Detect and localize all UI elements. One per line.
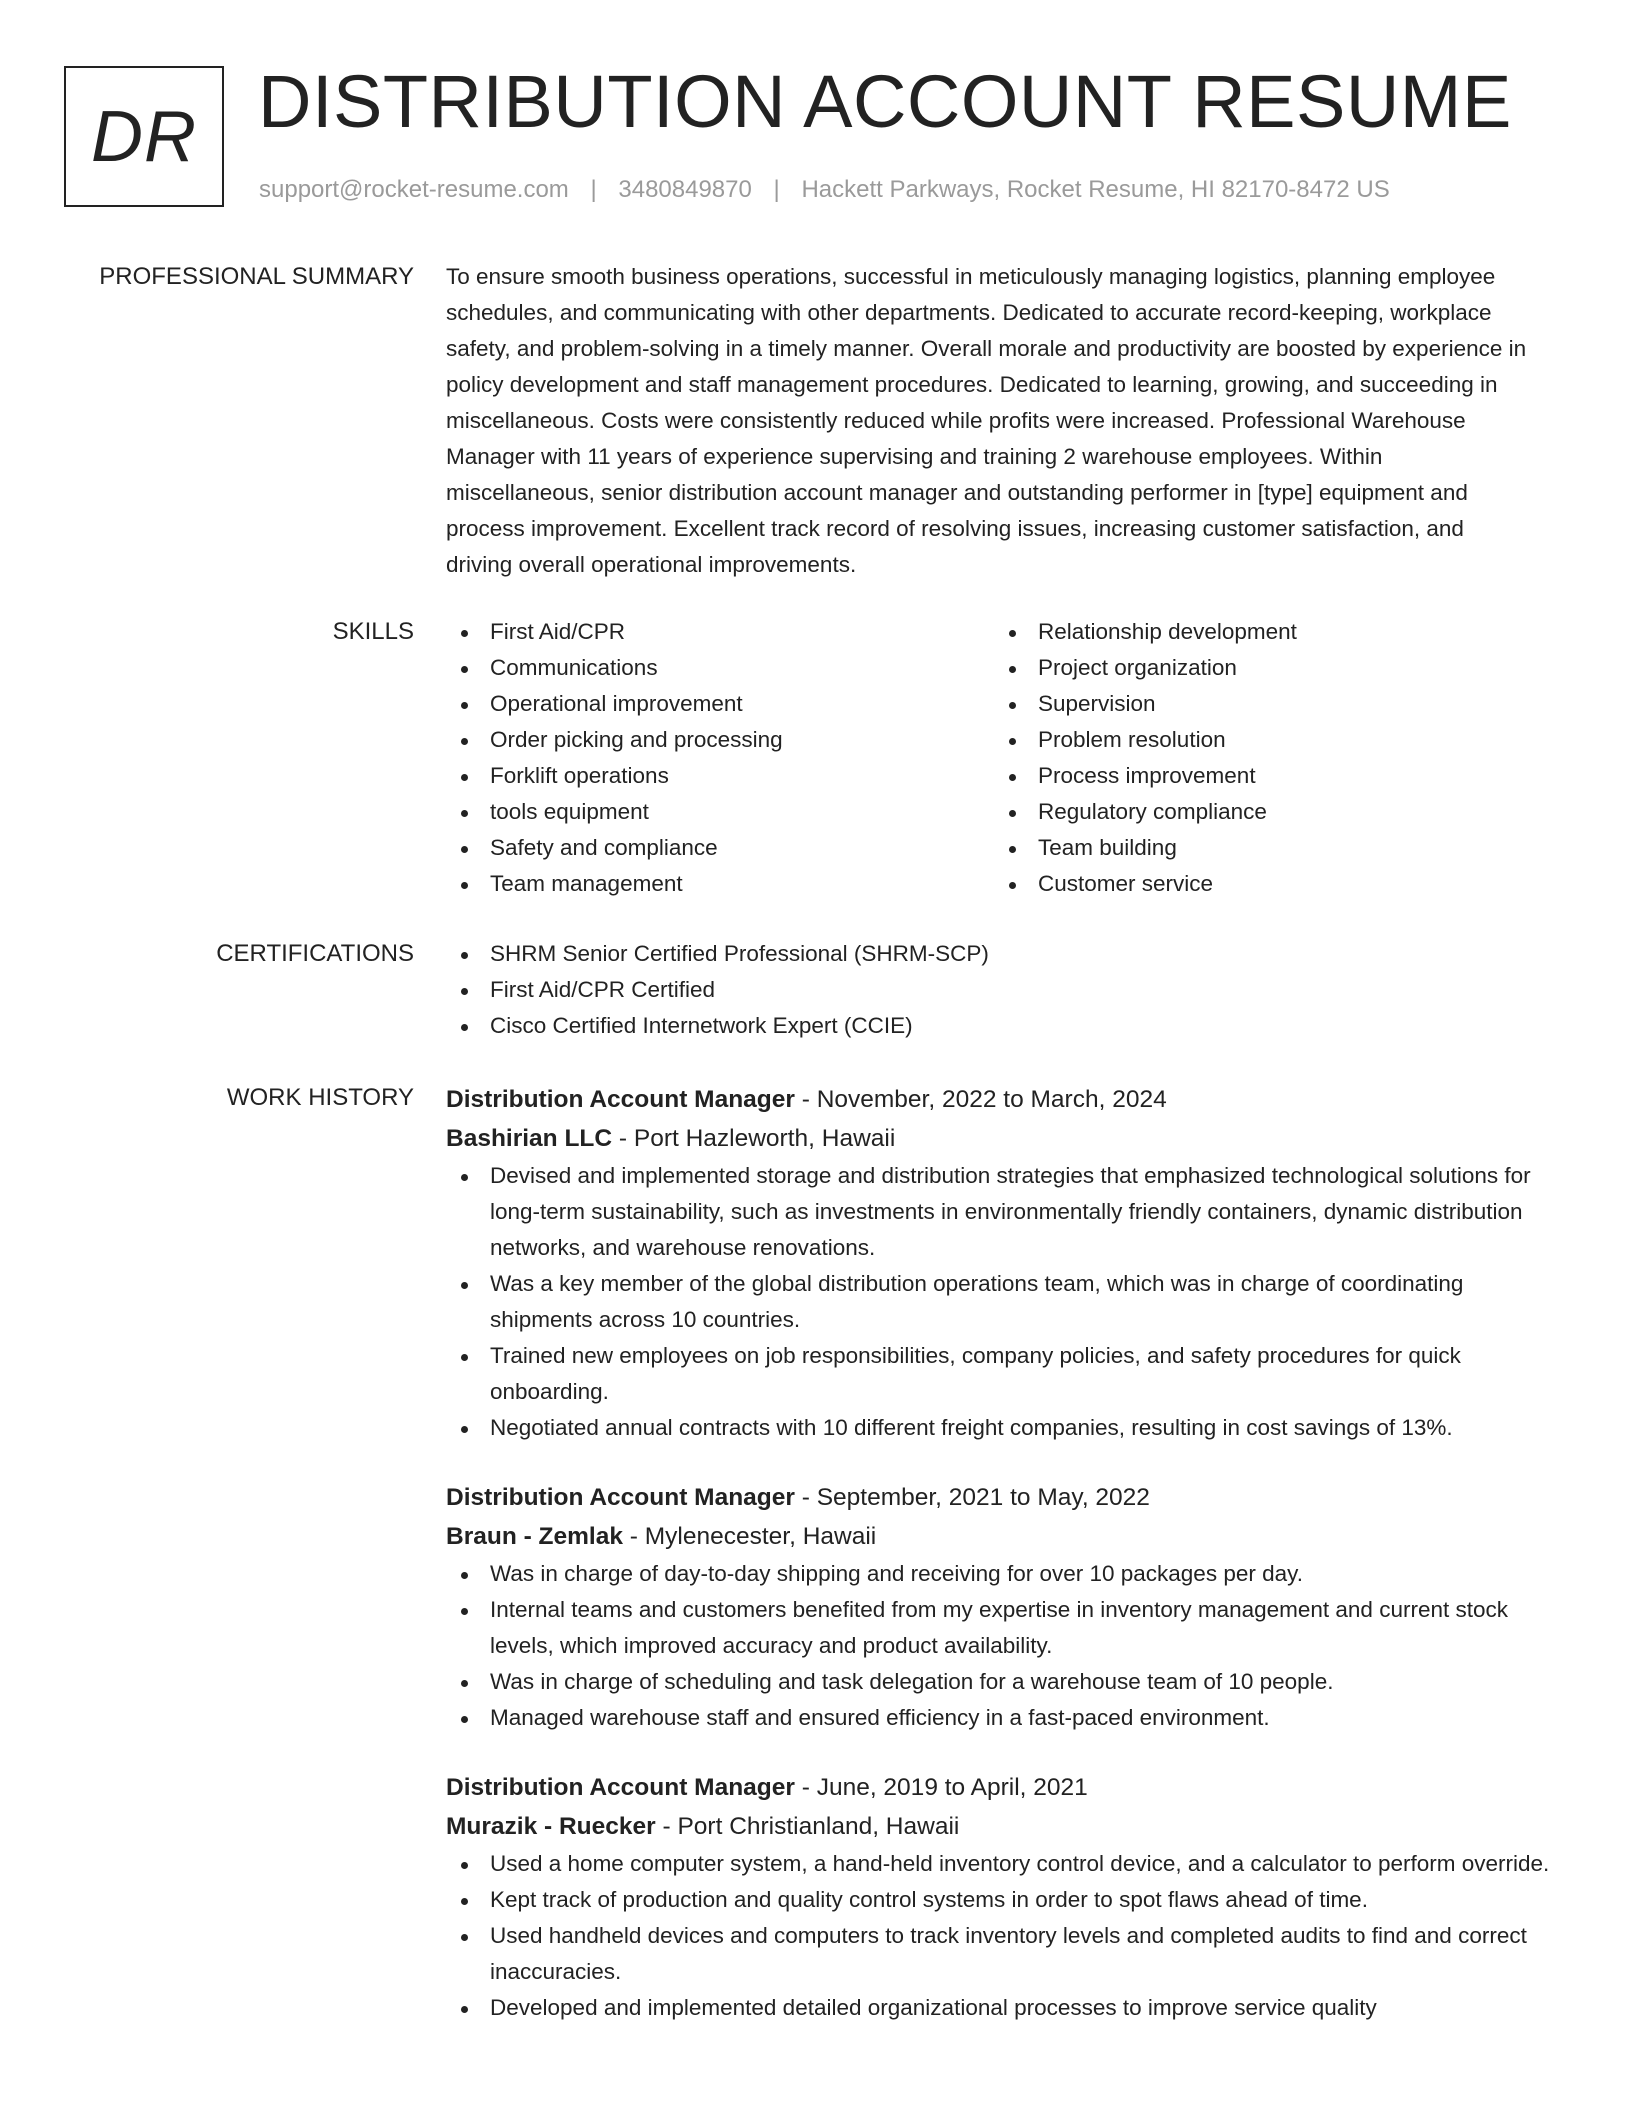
job-bullet: Kept track of production and quality control systems in order to spot flaws ahead of time.	[446, 1882, 1566, 1918]
job-title-line	[446, 1478, 1566, 1517]
resume-title: DISTRIBUTION ACCOUNT RESUME	[258, 60, 1512, 143]
job-title-line	[446, 1080, 1566, 1119]
certification-item: First Aid/CPR Certified	[446, 972, 1566, 1008]
skill-item: First Aid/CPR	[446, 614, 994, 650]
skills-heading: SKILLS	[332, 618, 414, 645]
summary-body	[446, 259, 1532, 583]
job-bullet: Was a key member of the global distribution operations team, which was in charge of coordinating shipments across 10 countries.	[446, 1266, 1566, 1338]
job-bullets	[446, 1158, 1566, 1446]
skill-item: Relationship development	[994, 614, 1542, 650]
job-title: Distribution Account Manager	[446, 1484, 795, 1511]
job-bullets	[446, 1846, 1566, 2026]
job-dates: - September, 2021 to May, 2022	[794, 1484, 1150, 1511]
skill-item: Operational improvement	[446, 686, 994, 722]
certifications-list	[446, 936, 1566, 1044]
job-bullet: Negotiated annual contracts with 10 different freight companies, resulting in cost savings of 13%.	[446, 1410, 1566, 1446]
job-company-line	[446, 1119, 1566, 1158]
skill-item: Forklift operations	[446, 758, 994, 794]
job-bullet: Developed and implemented detailed organizational processes to improve service quality	[446, 1990, 1566, 2026]
skills-list-right	[994, 614, 1542, 902]
skill-item: Team management	[446, 866, 994, 902]
skill-item: Team building	[994, 830, 1542, 866]
job-entry	[446, 1478, 1566, 1736]
job-location: - Port Hazleworth, Hawaii	[612, 1125, 896, 1152]
contact-separator: |	[773, 176, 780, 203]
job-bullet: Used handheld devices and computers to track inventory levels and completed audits to find and correct inaccuracies.	[446, 1918, 1566, 1990]
contact-separator: |	[590, 176, 597, 203]
skills-list-left	[446, 614, 994, 902]
monogram-box	[64, 66, 224, 207]
job-company-line	[446, 1807, 1566, 1846]
job-entry	[446, 1080, 1566, 1446]
job-bullet: Used a home computer system, a hand-held inventory control device, and a calculator to perform override.	[446, 1846, 1566, 1882]
certifications-body	[446, 936, 1566, 1044]
job-entry	[446, 1768, 1566, 2026]
job-bullet: Managed warehouse staff and ensured efficiency in a fast-paced environment.	[446, 1700, 1566, 1736]
job-bullets	[446, 1556, 1566, 1736]
job-bullet: Devised and implemented storage and distribution strategies that emphasized technological solutions for long-term sustainability, such as investments in environmentally friendly containers, dynamic distribution networks, and warehouse renovations.	[446, 1158, 1566, 1266]
job-bullet: Trained new employees on job responsibilities, company policies, and safety procedures for quick onboarding.	[446, 1338, 1566, 1410]
monogram-initials: DR	[91, 96, 197, 177]
contact-line	[259, 174, 1390, 206]
certification-item: SHRM Senior Certified Professional (SHRM-SCP)	[446, 936, 1566, 972]
certifications-heading: CERTIFICATIONS	[216, 940, 414, 967]
skill-item: Regulatory compliance	[994, 794, 1542, 830]
skill-item: Safety and compliance	[446, 830, 994, 866]
skill-item: Problem resolution	[994, 722, 1542, 758]
skills-body	[446, 614, 1566, 902]
skills-grid	[446, 614, 1566, 902]
skill-item: Customer service	[994, 866, 1542, 902]
contact-email[interactable]: support@rocket-resume.com	[259, 176, 569, 203]
job-company: Murazik - Ruecker	[446, 1813, 656, 1840]
job-bullet: Was in charge of scheduling and task delegation for a warehouse team of 10 people.	[446, 1664, 1566, 1700]
skill-item: Communications	[446, 650, 994, 686]
certification-item: Cisco Certified Internetwork Expert (CCIE)	[446, 1008, 1566, 1044]
summary-heading: PROFESSIONAL SUMMARY	[99, 263, 414, 290]
job-dates: - November, 2022 to March, 2024	[794, 1086, 1167, 1113]
job-location: - Port Christianland, Hawaii	[655, 1813, 960, 1840]
contact-phone[interactable]: 3480849870	[618, 176, 752, 203]
job-dates: - June, 2019 to April, 2021	[794, 1774, 1088, 1801]
skill-item: Process improvement	[994, 758, 1542, 794]
job-location: - Mylenecester, Hawaii	[623, 1523, 877, 1550]
skill-item: Supervision	[994, 686, 1542, 722]
skill-item: Project organization	[994, 650, 1542, 686]
work-history-body	[446, 1080, 1566, 2058]
job-company-line	[446, 1517, 1566, 1556]
job-company: Braun - Zemlak	[446, 1523, 623, 1550]
job-bullet: Was in charge of day-to-day shipping and receiving for over 10 packages per day.	[446, 1556, 1566, 1592]
skill-item: Order picking and processing	[446, 722, 994, 758]
job-title: Distribution Account Manager	[446, 1774, 795, 1801]
job-title: Distribution Account Manager	[446, 1086, 795, 1113]
contact-address: Hackett Parkways, Rocket Resume, HI 82170-8472 US	[801, 176, 1390, 203]
job-company: Bashirian LLC	[446, 1125, 613, 1152]
job-bullet: Internal teams and customers benefited from my expertise in inventory management and current stock levels, which improved accuracy and product availability.	[446, 1592, 1566, 1664]
summary-text: To ensure smooth business operations, successful in meticulously managing logistics, planning employee schedules, and communicating with other departments. Dedicated to accurate record-keeping, workplace safety, and problem-solving in a timely manner. Overall morale and productivity are boosted by experience in policy development and staff management procedures. Dedicated to learning, growing, and succeeding in miscellaneous. Costs were consistently reduced while profits were increased. Professional Warehouse Manager with 11 years of experience supervising and training 2 warehouse employees. Within miscellaneous, senior distribution account manager and outstanding performer in [type] equipment and process improvement. Excellent track record of resolving issues, increasing customer satisfaction, and driving overall operational improvements.	[446, 264, 1527, 577]
work-history-heading: WORK HISTORY	[226, 1084, 414, 1111]
skill-item: tools equipment	[446, 794, 994, 830]
job-title-line	[446, 1768, 1566, 1807]
